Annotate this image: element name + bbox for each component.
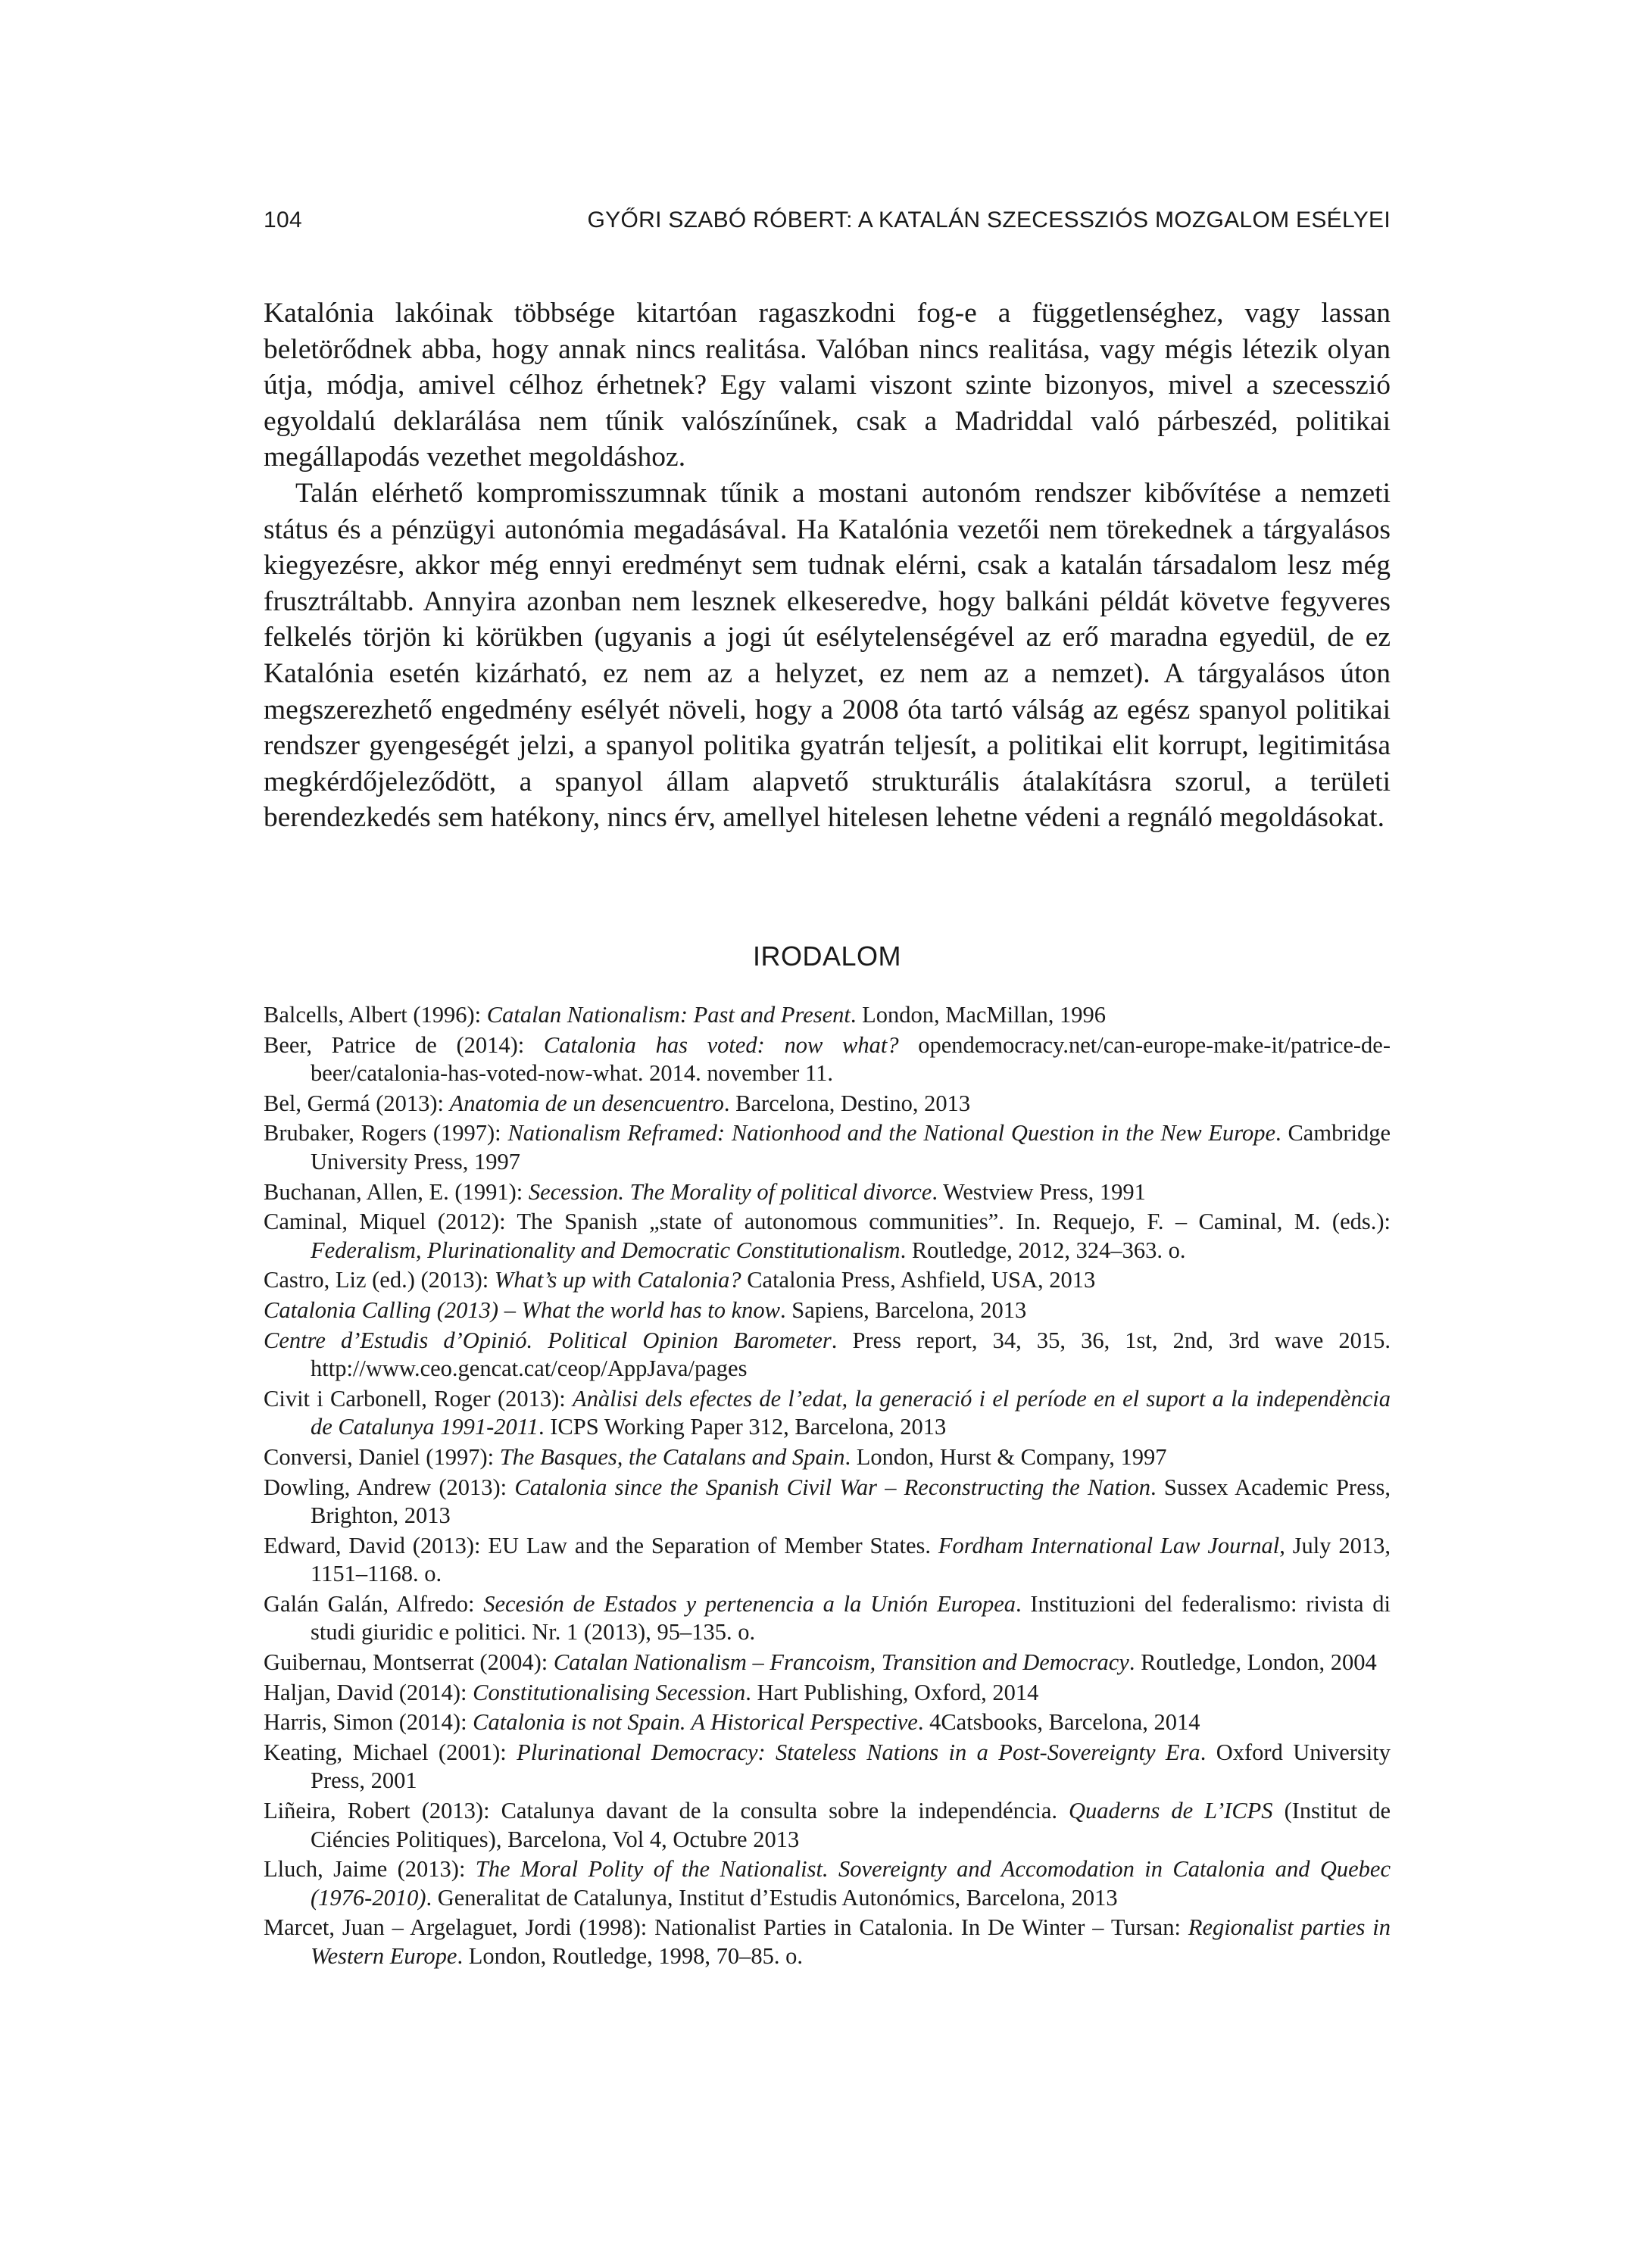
reference-text: Caminal, Miquel (2012): The Spanish „state of autonomous communities”. In. Requejo, F. – Caminal, M. (eds.): (264, 1209, 1391, 1235)
reference-title: Constitutionalising Secession (473, 1679, 746, 1705)
references-heading: IRODALOM (752, 941, 902, 972)
reference-text: Harris, Simon (2014): (264, 1709, 473, 1736)
reference-title: Anatomia de un desencuentro (449, 1090, 724, 1116)
body-paragraph: Talán elérhető kompromisszumnak tűnik a mostani autonóm rendszer kibővítése a nemzeti státus és a pénzügyi autonómia megadásával. Ha Katalónia vezetői nem törekednek a tárgyalásos kiegyezésre, akkor még ennyi eredményt sem tudnak elérni, csak a katalán társadalom lesz még frusztráltabb. Annyira azonban nem lesznek elkeseredve, hogy balkáni példát követve fegyveres felkelés törjön ki körükben (ugyanis a jogi út esélytelenségével az erő maradna egyedül, de ez Katalónia esetén kizárható, ez nem az a helyzet, ez nem az a nemzet). A tárgyalásos úton megszerezhető engedmény esélyét növeli, hogy a 2008 óta tartó válság az egész spanyol politikai rendszer gyengeségét jelzi, a spanyol politika gyatrán teljesít, a politikai elit korrupt, legitimitása megkérdőjeleződött, a spanyol állam alapvető strukturális átalakításra szorul, a területi berendezkedés sem hatékony, nincs érv, amellyel hitelesen lehetne védeni a regnáló megoldásokat. (264, 477, 1391, 834)
reference-title: The Basques, the Catalans and Spain (499, 1443, 845, 1470)
reference-entry (264, 1590, 1391, 1647)
reference-text: . Oxford University Press, 2001 (311, 1739, 1391, 1794)
reference-list (264, 1001, 1391, 1973)
reference-entry (264, 1855, 1391, 1912)
reference-title: Anàlisi dels efectes de l’edat, la generació i el període en el suport a la independència de Catalunya 1991-2011 (311, 1385, 1391, 1440)
reference-text: . Cambridge University Press, 1997 (311, 1120, 1391, 1175)
reference-text: Lluch, Jaime (2013): (264, 1856, 476, 1883)
reference-title: Fordham International Law Journal (938, 1532, 1280, 1558)
reference-text: Brubaker, Rogers (1997): (264, 1120, 508, 1146)
reference-text: Marcet, Juan – Argelaguet, Jordi (1998): Nationalist Parties in Catalonia. In De Winter – Tursan: (264, 1914, 1188, 1941)
reference-text: Galán Galán, Alfredo: (264, 1590, 484, 1617)
reference-text: Edward, David (2013): EU Law and the Separation of Member States. (264, 1532, 938, 1558)
reference-text: . London, Routledge, 1998, 70–85. o. (457, 1943, 804, 1969)
reference-text: Conversi, Daniel (1997): (264, 1443, 500, 1470)
reference-entry (264, 1532, 1391, 1589)
reference-text: Catalonia Press, Ashfield, USA, 2013 (741, 1267, 1096, 1293)
reference-text: Liñeira, Robert (2013): Catalunya davant de la consulta sobre la independéncia. (264, 1798, 1069, 1824)
reference-text: . Routledge, London, 2004 (1128, 1649, 1377, 1676)
reference-entry (264, 1090, 1391, 1118)
reference-text: . ICPS Working Paper 312, Barcelona, 2013 (538, 1414, 947, 1440)
body-text (264, 295, 1391, 836)
reference-entry (264, 1708, 1391, 1737)
reference-text: Dowling, Andrew (2013): (264, 1474, 515, 1500)
reference-text: . Routledge, 2012, 324–363. o. (900, 1237, 1186, 1263)
reference-title: Plurinational Democracy: Stateless Nations in a Post-Sovereignty Era (517, 1739, 1200, 1765)
reference-text: . 4Catsbooks, Barcelona, 2014 (917, 1709, 1200, 1736)
reference-title: Centre d’Estudis d’Opinió. Political Opinion Barometer (264, 1327, 832, 1353)
reference-title: Regionalist parties in Western Europe (311, 1914, 1391, 1969)
reference-text: . London, Hurst & Company, 1997 (844, 1443, 1167, 1470)
page-number: 104 (264, 207, 302, 232)
reference-title: Federalism, Plurinationality and Democratic Constitutionalism (311, 1237, 901, 1263)
reference-text: Civit i Carbonell, Roger (2013): (264, 1385, 573, 1412)
reference-entry (264, 1208, 1391, 1265)
reference-text: opendemocracy.net/can-europe-make-it/patrice-de-beer/catalonia-has-voted-now-what. 2014. november 11. (311, 1031, 1391, 1087)
reference-text: Keating, Michael (2001): (264, 1739, 517, 1765)
body-paragraph: Katalónia lakóinak többsége kitartóan ragaszkodni fog-e a függetlenséghez, vagy lassan beletörődnek abba, hogy annak nincs realitása. Valóban nincs realitása, vagy mégis létezik olyan útja, módja, amivel célhoz érhetnek? Egy valami viszont szinte bizonyos, mivel a szecesszió egyoldalú deklarálása nem tűnik valószínűnek, csak a Madriddal való párbeszéd, politikai megállapodás vezethet megoldáshoz. (264, 298, 1391, 473)
reference-text: . Sussex Academic Press, Brighton, 2013 (311, 1474, 1391, 1529)
reference-text: Guibernau, Montserrat (2004): (264, 1649, 554, 1676)
reference-entry (264, 1296, 1391, 1325)
reference-entry (264, 1001, 1391, 1030)
reference-title: Nationalism Reframed: Nationhood and the National Question in the New Europe (507, 1120, 1276, 1146)
reference-title: Catalonia has voted: now what? (543, 1031, 899, 1058)
reference-title: Catalan Nationalism – Francoism, Transition and Democracy (553, 1649, 1129, 1676)
reference-text: . Sapiens, Barcelona, 2013 (780, 1296, 1027, 1323)
reference-text: Castro, Liz (ed.) (2013): (264, 1267, 495, 1293)
reference-text: Buchanan, Allen, E. (1991): (264, 1178, 529, 1205)
reference-entry (264, 1474, 1391, 1530)
reference-text: , July 2013, 1151–1168. o. (311, 1532, 1391, 1587)
reference-text: . Westview Press, 1991 (932, 1178, 1146, 1205)
reference-text: . Press report, 34, 35, 36, 1st, 2nd, 3rd wave 2015. http://www.ceo.gencat.cat/ceop/AppJava/pages (311, 1327, 1391, 1382)
reference-text: . Hart Publishing, Oxford, 2014 (745, 1679, 1039, 1705)
reference-text: . Generalitat de Catalunya, Institut d’Estudis Autonómics, Barcelona, 2013 (426, 1884, 1118, 1911)
reference-title: What’s up with Catalonia? (494, 1267, 741, 1293)
reference-entry (264, 1266, 1391, 1295)
reference-entry (264, 1649, 1391, 1677)
reference-entry (264, 1327, 1391, 1384)
reference-text: . Barcelona, Destino, 2013 (723, 1090, 971, 1116)
reference-entry (264, 1797, 1391, 1854)
reference-title: Catalonia is not Spain. A Historical Perspective (473, 1709, 918, 1736)
reference-title: Secesión de Estados y pertenencia a la Unión Europea (483, 1590, 1016, 1617)
reference-title: Quaderns de L’ICPS (1069, 1798, 1273, 1824)
reference-entry (264, 1443, 1391, 1472)
reference-entry (264, 1119, 1391, 1176)
reference-text: . Instituzioni del federalismo: rivista di studi giuridic e politici. Nr. 1 (2013), 95–135. o. (311, 1590, 1391, 1646)
reference-text: (Institut de Ciéncies Politiques), Barcelona, Vol 4, Octubre 2013 (311, 1798, 1391, 1852)
reference-text: Balcells, Albert (1996): (264, 1002, 487, 1028)
reference-text: . London, MacMillan, 1996 (850, 1002, 1107, 1028)
reference-entry (264, 1679, 1391, 1708)
reference-title: The Moral Polity of the Nationalist. Sovereignty and Accomodation in Catalonia and Quebec (1976-2010) (311, 1856, 1391, 1911)
running-header (264, 203, 1391, 241)
running-title: GYŐRI SZABÓ RÓBERT: A KATALÁN SZECESSZIÓS MOZGALOM ESÉLYEI (587, 207, 1391, 232)
reference-title: Catalonia since the Spanish Civil War – Reconstructing the Nation (514, 1474, 1151, 1500)
reference-entry (264, 1385, 1391, 1442)
reference-title: Catalonia Calling (2013) – What the world has to know (264, 1296, 781, 1323)
reference-text: Haljan, David (2014): (264, 1679, 473, 1705)
reference-text: Beer, Patrice de (2014): (264, 1031, 544, 1058)
reference-entry (264, 1178, 1391, 1207)
reference-title: Secession. The Morality of political divorce (528, 1178, 932, 1205)
reference-entry (264, 1031, 1391, 1088)
reference-entry (264, 1739, 1391, 1795)
reference-text: Bel, Germá (2013): (264, 1090, 450, 1116)
reference-entry (264, 1914, 1391, 1970)
reference-title: Catalan Nationalism: Past and Present (486, 1002, 851, 1028)
